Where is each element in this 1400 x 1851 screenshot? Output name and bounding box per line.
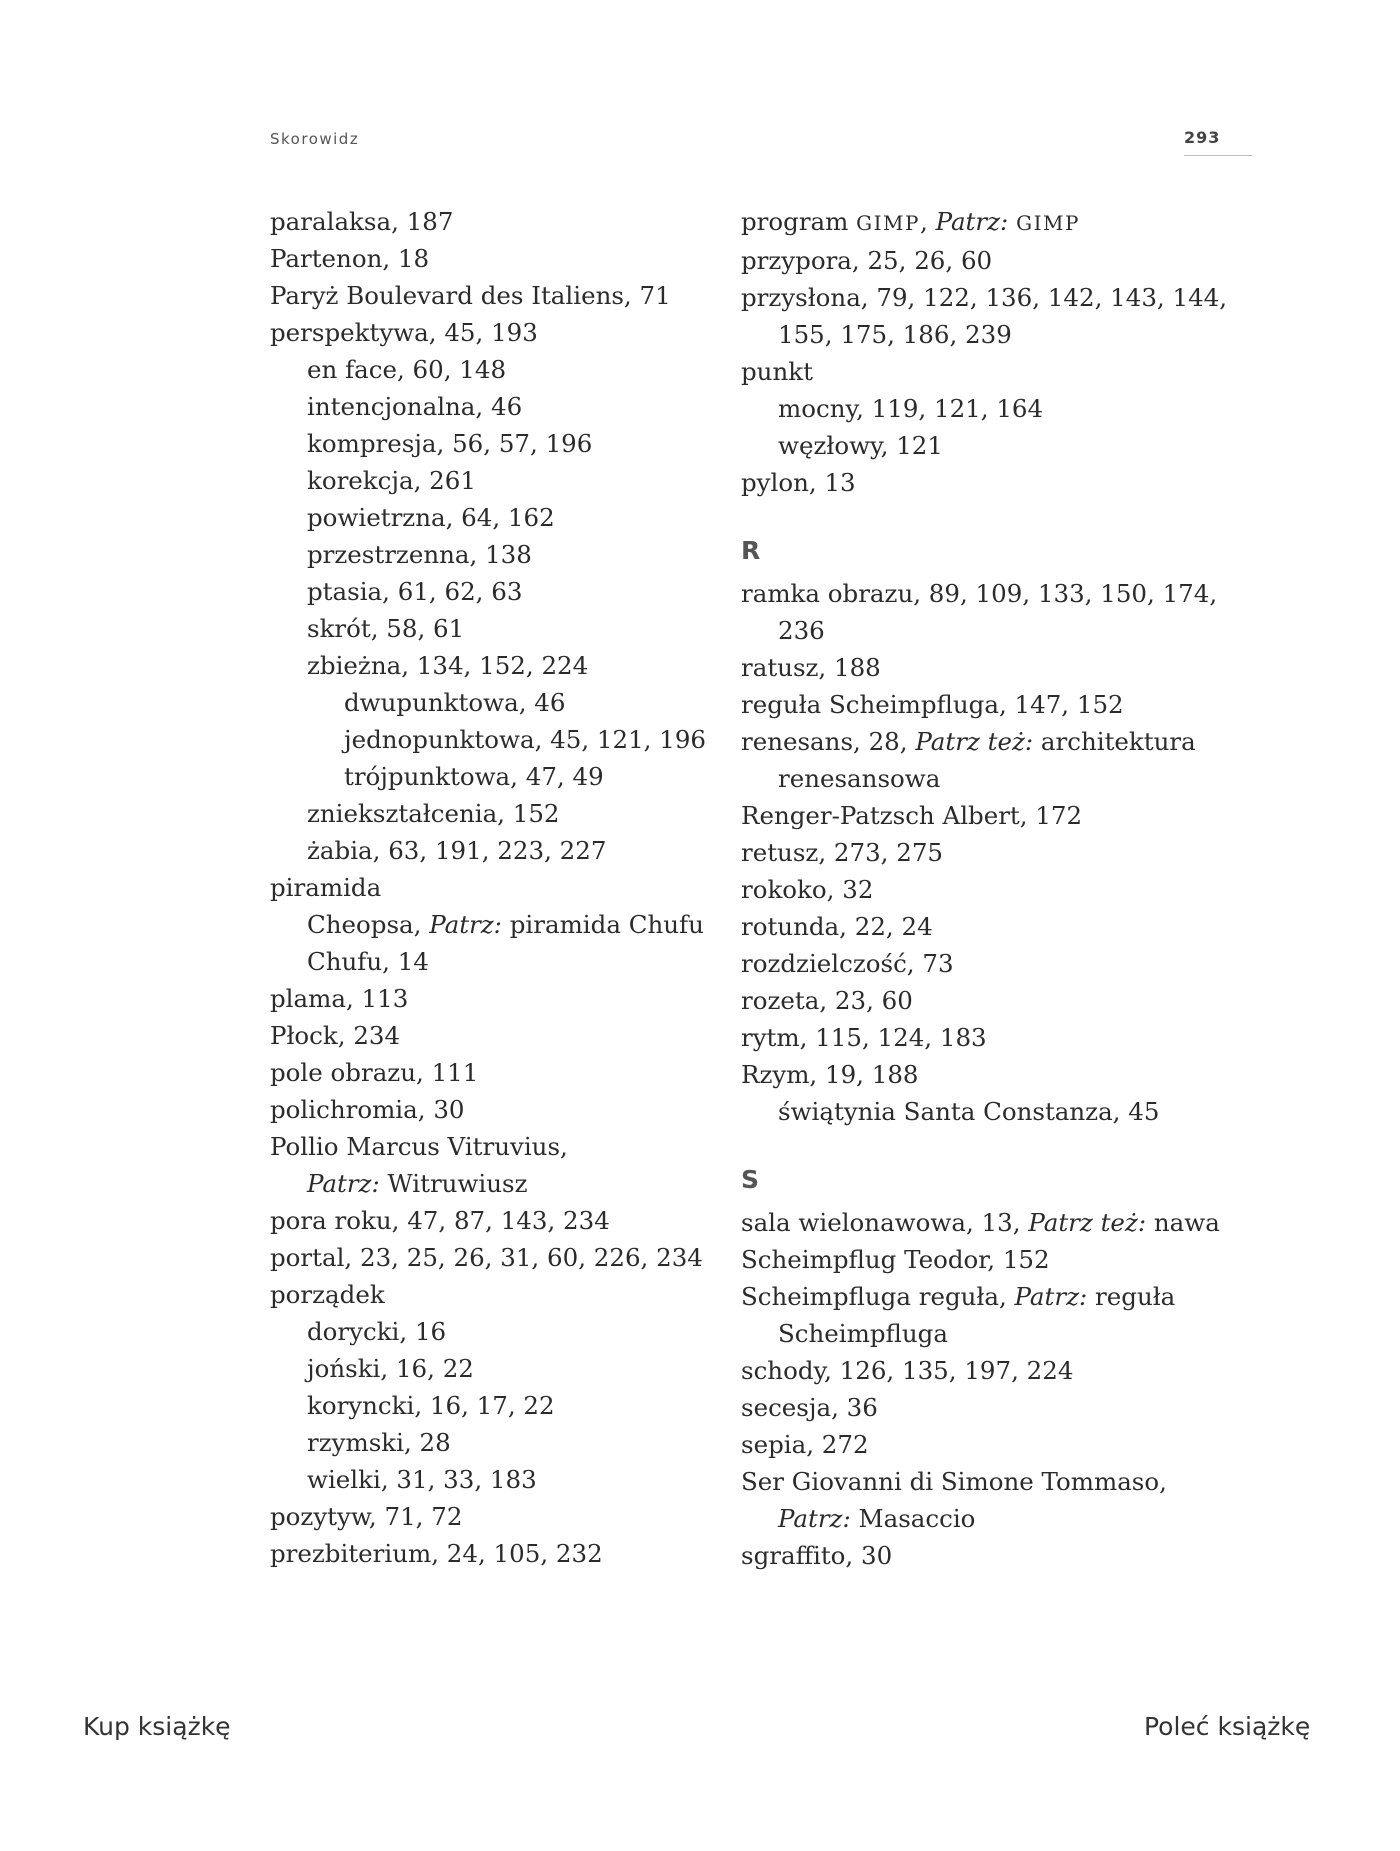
- index-subentry: korekcja, 261: [307, 466, 476, 495]
- index-entry: retusz, 273, 275: [741, 838, 943, 867]
- cross-reference-label: Patrz też:: [1028, 1208, 1147, 1237]
- index-entry: pora roku, 47, 87, 143, 234: [270, 1206, 610, 1235]
- cross-reference-label: Patrz:: [778, 1504, 851, 1533]
- index-subentry: świątynia Santa Constanza, 45: [778, 1097, 1160, 1126]
- index-subentry: rzymski, 28: [307, 1428, 451, 1457]
- index-entry: [741, 1204, 1220, 1241]
- index-entry: reguła Scheimpfluga, 147, 152: [741, 690, 1124, 719]
- entry-text: Scheimpfluga reguła,: [741, 1282, 1015, 1311]
- index-subentry: mocny, 119, 121, 164: [778, 394, 1044, 423]
- index-entry: sepia, 272: [741, 1430, 869, 1459]
- cross-reference-target: nawa: [1146, 1208, 1220, 1237]
- index-subentry: joński, 16, 22: [307, 1354, 474, 1383]
- index-entry: rokoko, 32: [741, 875, 874, 904]
- cross-reference-target: piramida Chufu: [501, 910, 704, 939]
- index-entry: Płock, 234: [270, 1021, 401, 1050]
- index-subsubentry: jednopunktowa, 45, 121, 196: [344, 725, 706, 754]
- index-entry: perspektywa, 45, 193: [270, 318, 538, 347]
- index-subentry: intencjonalna, 46: [307, 392, 523, 421]
- entry-smallcaps-text: GIMP: [856, 211, 920, 235]
- cross-reference-target: GIMP: [1008, 211, 1080, 235]
- section-letter-r: R: [741, 536, 761, 565]
- index-entry: ratusz, 188: [741, 653, 881, 682]
- running-head-title: Skorowidz: [270, 130, 360, 148]
- index-subentry: [270, 906, 710, 943]
- index-subentry: dorycki, 16: [307, 1317, 447, 1346]
- index-entry: Rzym, 19, 188: [741, 1060, 919, 1089]
- index-entry: przysłona, 79, 122, 136, 142, 143, 144,: [741, 283, 1228, 312]
- index-entry: Scheimpflug Teodor, 152: [741, 1245, 1050, 1274]
- index-entry: pylon, 13: [741, 468, 856, 497]
- index-entry: portal, 23, 25, 26, 31, 60, 226, 234: [270, 1243, 703, 1272]
- index-entry-continuation: [270, 1165, 710, 1202]
- index-entry: rozdzielczość, 73: [741, 949, 954, 978]
- buy-book-link[interactable]: Kup książkę: [83, 1712, 231, 1741]
- index-subentry: żabia, 63, 191, 223, 227: [307, 836, 607, 865]
- index-entry: Partenon, 18: [270, 244, 430, 273]
- index-entry: [741, 723, 1201, 760]
- cross-reference-label: Patrz:: [1014, 1282, 1088, 1311]
- index-subentry: przestrzenna, 138: [307, 540, 532, 569]
- index-subentry: wielki, 31, 33, 183: [307, 1465, 537, 1494]
- index-subentry: powietrzna, 64, 162: [307, 503, 555, 532]
- index-entry: paralaksa, 187: [270, 207, 454, 236]
- index-subentry: węzłowy, 121: [778, 431, 943, 460]
- index-subentry: zbieżna, 134, 152, 224: [307, 651, 589, 680]
- index-entry: Renger-Patzsch Albert, 172: [741, 801, 1083, 830]
- section-letter-s: S: [741, 1165, 760, 1194]
- index-entry: przypora, 25, 26, 60: [741, 246, 993, 275]
- cross-reference-label: Patrz:: [935, 207, 1009, 236]
- index-subentry: Chufu, 14: [307, 947, 429, 976]
- page-number: 293: [1184, 128, 1252, 156]
- cross-reference-label: Patrz:: [307, 1169, 380, 1198]
- index-entry: secesja, 36: [741, 1393, 878, 1422]
- index-entry-continuation: 236: [778, 616, 825, 645]
- index-subentry: koryncki, 16, 17, 22: [307, 1391, 555, 1420]
- index-subentry: skrót, 58, 61: [307, 614, 465, 643]
- index-entry-continuation: 155, 175, 186, 239: [778, 320, 1012, 349]
- entry-text: program: [741, 207, 857, 236]
- index-subentry: en face, 60, 148: [307, 355, 507, 384]
- index-column-left: [270, 203, 710, 1572]
- index-entry: Ser Giovanni di Simone Tommaso,: [741, 1467, 1167, 1496]
- index-entry: Pollio Marcus Vitruvius,: [270, 1132, 568, 1161]
- index-entry: polichromia, 30: [270, 1095, 465, 1124]
- index-entry: punkt: [741, 357, 813, 386]
- index-entry: plama, 113: [270, 984, 409, 1013]
- entry-text: ,: [919, 207, 936, 236]
- index-entry: [741, 203, 1201, 242]
- index-entry: prezbiterium, 24, 105, 232: [270, 1539, 603, 1568]
- index-entry: [741, 1278, 1201, 1315]
- index-entry: pole obrazu, 111: [270, 1058, 479, 1087]
- index-subentry: zniekształcenia, 152: [307, 799, 560, 828]
- index-entry: rozeta, 23, 60: [741, 986, 913, 1015]
- cross-reference-target: Witruwiusz: [379, 1169, 528, 1198]
- index-entry: schody, 126, 135, 197, 224: [741, 1356, 1074, 1385]
- index-subsubentry: dwupunktowa, 46: [344, 688, 566, 717]
- index-entry-continuation: renesansowa: [778, 764, 941, 793]
- cross-reference-label: Patrz:: [429, 910, 502, 939]
- index-subentry: ptasia, 61, 62, 63: [307, 577, 523, 606]
- index-entry: piramida: [270, 873, 382, 902]
- index-subsubentry: trójpunktowa, 47, 49: [344, 762, 604, 791]
- entry-text: Cheopsa,: [307, 910, 430, 939]
- index-column-right: [741, 203, 1228, 1574]
- cross-reference-target: architektura: [1033, 727, 1196, 756]
- index-entry: pozytyw, 71, 72: [270, 1502, 463, 1531]
- entry-text: sala wielonawowa, 13,: [741, 1208, 1029, 1237]
- index-entry: Paryż Boulevard des Italiens, 71: [270, 281, 671, 310]
- index-entry: porządek: [270, 1280, 385, 1309]
- index-entry: ramka obrazu, 89, 109, 133, 150, 174,: [741, 579, 1218, 608]
- index-subentry: kompresja, 56, 57, 196: [307, 429, 593, 458]
- recommend-book-link[interactable]: Poleć książkę: [1144, 1712, 1311, 1741]
- cross-reference-label: Patrz też:: [915, 727, 1034, 756]
- cross-reference-target: Masaccio: [850, 1504, 976, 1533]
- index-entry: sgraffito, 30: [741, 1541, 893, 1570]
- cross-reference-target: reguła: [1087, 1282, 1176, 1311]
- index-entry-continuation: Scheimpfluga: [778, 1319, 948, 1348]
- index-entry-continuation: [741, 1500, 1201, 1537]
- entry-text: renesans, 28,: [741, 727, 916, 756]
- index-entry: rotunda, 22, 24: [741, 912, 933, 941]
- index-entry: rytm, 115, 124, 183: [741, 1023, 987, 1052]
